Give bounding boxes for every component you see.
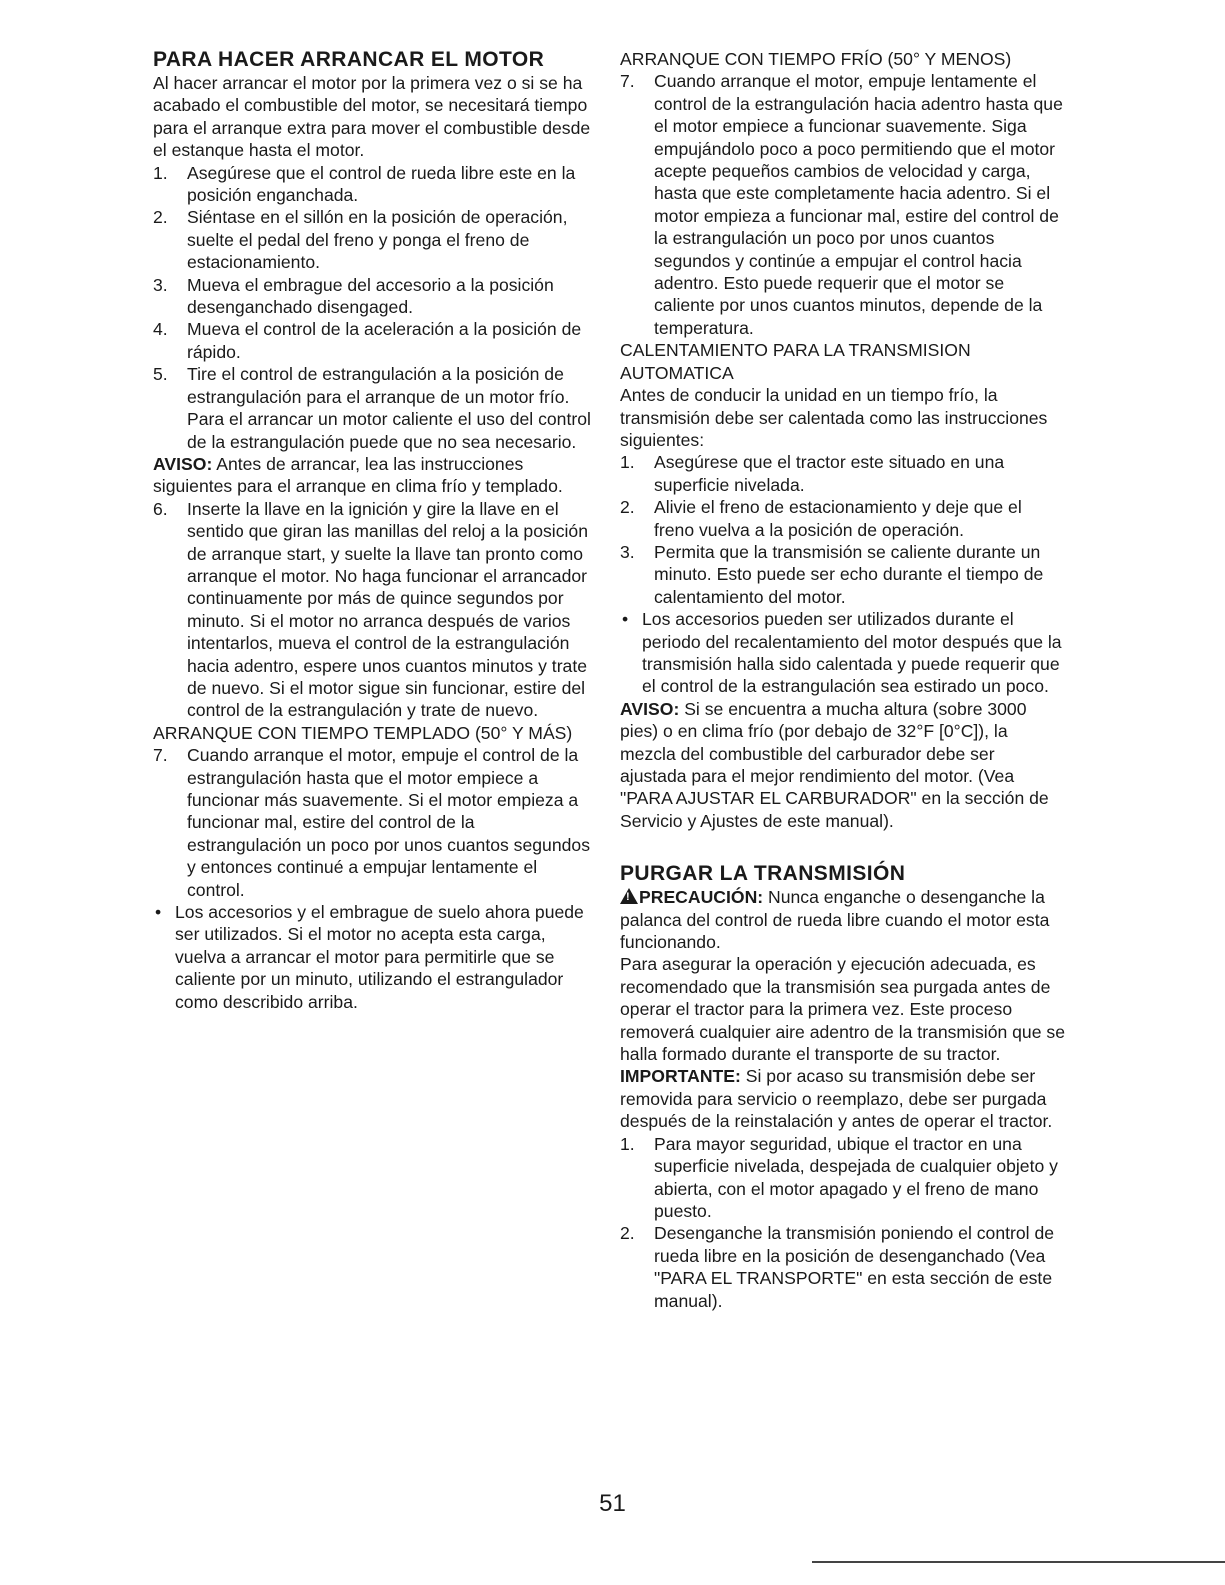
list-item: 5. Tire el control de estrangulación a la posición de estrangulación para el arranque de un motor frío. Para el arrancar un motor caliente el uso del control de la estrangulación puede que no sea necesario. xyxy=(153,364,591,452)
list-item: 3. Mueva el embrague del accesorio a la posición desenganchado disengaged. xyxy=(153,274,554,318)
precaucion-text: Nunca enganche o desenganche la palanca del control de rueda libre cuando el motor esta funcionando. xyxy=(620,887,1050,953)
precaucion-label: !PRECAUCIÓN: xyxy=(620,887,763,907)
intro-paragraph: Al hacer arrancar el motor por la primera vez o si se ha acabado el combustible del motor, se necesitará tiempo para el arranque extra para mover el combustible desde el estanque hasta el motor. xyxy=(153,73,591,161)
bullet-dot-icon: • xyxy=(622,609,629,630)
aviso-label: AVISO: xyxy=(620,698,680,719)
importante-label: IMPORTANTE: xyxy=(620,1066,741,1087)
right-column xyxy=(620,48,1065,1312)
page-number: 51 xyxy=(599,1490,626,1517)
list-item: 2. Desenganche la transmisión poniendo el control de rueda libre en la posición de desenganchado (Vea "PARA EL TRANSPORTE" en esta sección de este manual). xyxy=(620,1223,1055,1311)
precaucion-note xyxy=(620,886,1065,953)
list-item: 4. Mueva el control de la aceleración a la posición de rápido. xyxy=(153,319,582,362)
subheading-cold-start: ARRANQUE CON TIEMPO FRÍO (50° Y MENOS) xyxy=(620,49,1012,69)
footer-rule xyxy=(812,1561,1225,1563)
aviso-text: Antes de arrancar, lea las instrucciones siguientes para el arranque en clima frío y templado. xyxy=(153,453,563,497)
aviso-note xyxy=(153,453,593,498)
purge-intro: Para asegurar la operación y ejecución adecuada, es recomendado que la transmisión sea purgada antes de operar el tractor para la primera vez. Este proceso removerá cualquier aire adentro de la transmisión que se halla formado durante el transporte de su tractor. xyxy=(620,954,1065,1065)
list-item: 2. Alivie el freno de estacionamiento y deje que el freno vuelva a la posición de operación. xyxy=(620,497,1022,540)
warning-icon xyxy=(620,888,638,904)
bullet-item: • Los accesorios pueden ser utilizados durante el periodo del recalentamiento del motor después que la transmisión halla sido calentada y puede requerir que el control de la estrangulación sea estirado un poco. xyxy=(622,609,1062,697)
list-item: 3. Permita que la transmisión se caliente durante un minuto. Esto puede ser echo durante el tiempo de calentamiento del motor. xyxy=(620,541,1044,607)
aviso-label: AVISO: xyxy=(153,453,213,474)
bullet-item: • Los accesorios y el embrague de suelo ahora puede ser utilizados. Si el motor no acepta esta carga, vuelva a arrancar el motor para permitirle que se caliente por un minuto, utilizando el estrangulador como describido arriba. xyxy=(155,902,584,1012)
subheading-transmission-warmup: CALENTAMIENTO PARA LA TRANSMISION AUTOMATICA xyxy=(620,340,971,383)
importante-note xyxy=(620,1065,1065,1132)
list-item: 2. Siéntase en el sillón en la posición de operación, suelte el pedal del freno y ponga el freno de estacionamiento. xyxy=(153,207,568,273)
list-item: 1. Asegúrese que el control de rueda libre este en la posición enganchada. xyxy=(153,162,576,206)
aviso-note xyxy=(620,698,1065,832)
list-item: 6. Inserte la llave en la ignición y gire la llave en el sentido que giran las manillas del reloj a la posición de arranque start, y suelte la llave tan pronto como arranque el motor. No haga funcionar el arrancador continuamente por más de quince segundos por minuto. Si el motor no arranca después de varios intentarlos, mueva el control de la estrangulación hacia adentro, espere unos cuantos minutos y trate de nuevo. Si el motor sigue sin funcionar, estire del control de la estrangulación y trate de nuevo. xyxy=(153,498,588,721)
section-heading-purge-transmission: PURGAR LA TRANSMISIÓN xyxy=(620,862,906,886)
list-item: 7. Cuando arranque el motor, empuje lentamente el control de la estrangulación hacia adentro hasta que el motor empiece a funcionar suavemente. Siga empujándolo poco a poco permitiendo que el motor acepte pequeños cambios de velocidad y carga, hasta que este completamente hacia adentro. Si el motor empieza a funcionar mal, estire del control de la estrangulación un poco por unos cuantos segundos y continúe a empujar el control hacia adentro. Esto puede requerir que el motor se caliente por unos cuantos minutos, depende de la temperatura. xyxy=(620,71,1063,338)
bullet-dot-icon: • xyxy=(155,902,162,923)
list-item: 1. Asegúrese que el tractor este situado en una superficie nivelada. xyxy=(620,452,1005,495)
left-column xyxy=(153,48,593,1013)
importante-text: Si por acaso su transmisión debe ser removida para servicio o reemplazo, debe ser purgada después de la reinstalación y antes de operar el tractor. xyxy=(620,1066,1053,1132)
list-item: 1. Para mayor seguridad, ubique el tractor en una superficie nivelada, despejada de cualquier objeto y abierta, con el motor apagado y el freno de mano puesto. xyxy=(620,1133,1058,1221)
list-item: 7. Cuando arranque el motor, empuje el control de la estrangulación hasta que el motor empiece a funcionar más suavemente. Si el motor empieza a funcionar mal, estire del control de la estrangulación un poco por unos cuantos segundos y entonces continué a empujar lentamente el control. xyxy=(153,745,590,900)
subheading-warm-start: ARRANQUE CON TIEMPO TEMPLADO (50° Y MÁS) xyxy=(153,722,573,743)
aviso-text: Si se encuentra a mucha altura (sobre 3000 pies) o en clima frío (por debajo de 32°F [0°C]), la mezcla del combustible del carburador debe ser ajustada para el mejor rendimiento del motor. (Vea "PARA AJUSTAR EL CARBURADOR" en la sección de Servicio y Ajustes de este manual). xyxy=(620,698,1049,831)
section-heading-start-engine: PARA HACER ARRANCAR EL MOTOR xyxy=(153,48,545,71)
transmission-intro: Antes de conducir la unidad en un tiempo frío, la transmisión debe ser calentada como las instrucciones siguientes: xyxy=(620,385,1048,450)
